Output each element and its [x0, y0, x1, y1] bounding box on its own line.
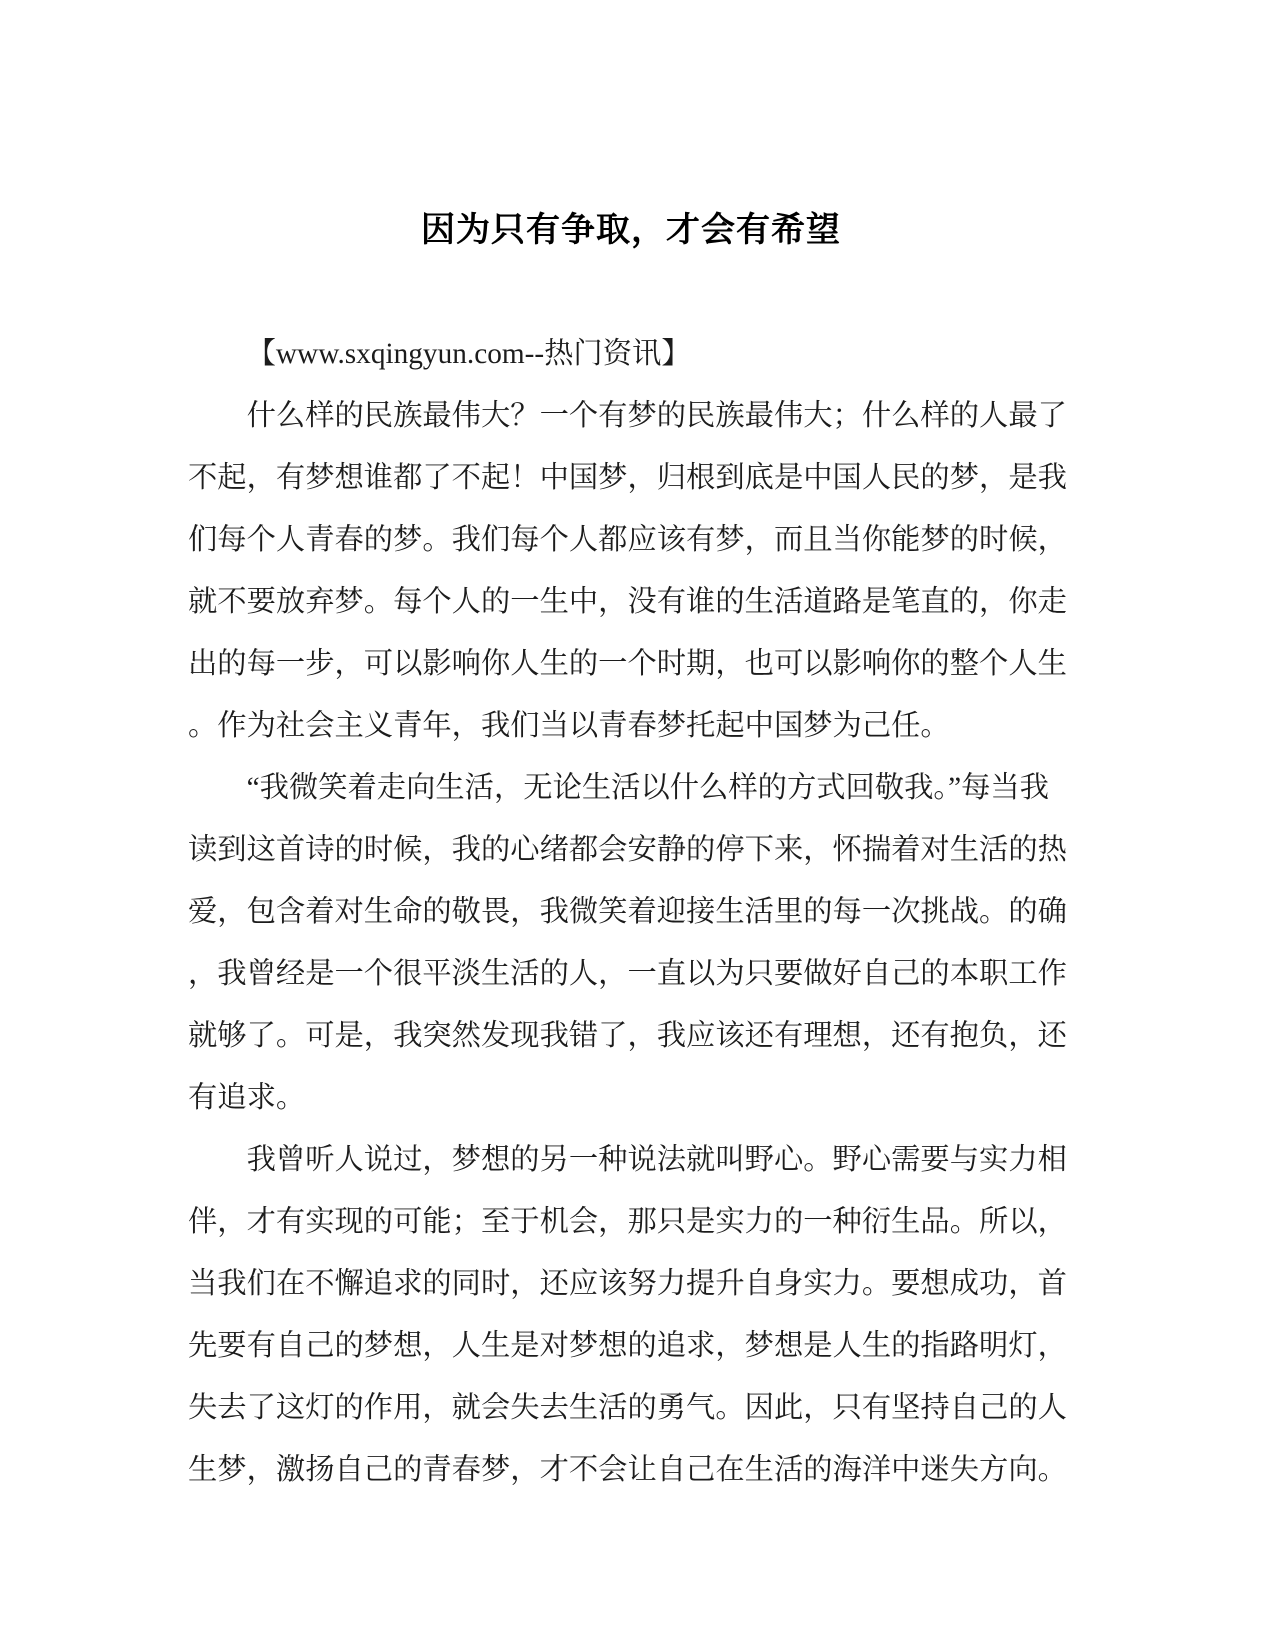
text-line: 就不要放弃梦。每个人的一生中，没有谁的生活道路是笔直的，你走: [188, 586, 1067, 618]
blank-line: [188, 261, 1074, 323]
paragraph-2: [188, 757, 1074, 1129]
text-line: 什么样的民族最伟大？一个有梦的民族最伟大；什么样的人最了: [246, 400, 1067, 432]
text-line: 。作为社会主义青年，我们当以青春梦托起中国梦为己任。: [188, 710, 950, 742]
text-line: 们每个人青春的梦。我们每个人都应该有梦，而且当你能梦的时候，: [188, 524, 1067, 556]
text-line: ，我曾经是一个很平淡生活的人，一直以为只要做好自己的本职工作: [188, 958, 1067, 990]
text-line: “我微笑着走向生活，无论生活以什么样的方式回敬我。”每当我: [246, 772, 1049, 804]
text-line: 伴，才有实现的可能；至于机会，那只是实力的一种衍生品。所以，: [188, 1206, 1067, 1238]
paragraph-3: [188, 1129, 1074, 1501]
text-line: 当我们在不懈追求的同时，还应该努力提升自身实力。要想成功，首: [188, 1268, 1067, 1300]
document-title: 因为只有争取，才会有希望: [421, 211, 841, 249]
text-line: 读到这首诗的时候，我的心绪都会安静的停下来，怀揣着对生活的热: [188, 834, 1067, 866]
text-line: 有追求。: [188, 1082, 306, 1114]
text-line: 就够了。可是，我突然发现我错了，我应该还有理想，还有抱负，还: [188, 1020, 1067, 1052]
text-line: 先要有自己的梦想，人生是对梦想的追求，梦想是人生的指路明灯，: [188, 1330, 1067, 1362]
text-line: 我曾听人说过，梦想的另一种说法就叫野心。野心需要与实力相: [246, 1144, 1067, 1176]
document-content: [188, 199, 1074, 1501]
paragraph-1: [188, 385, 1074, 757]
source-info-line: 【www.sxqingyun.com--热门资讯】: [246, 338, 691, 370]
text-line: 出的每一步，可以影响你人生的一个时期，也可以影响你的整个人生: [188, 648, 1067, 680]
text-line: 爱，包含着对生命的敬畏，我微笑着迎接生活里的每一次挑战。的确: [188, 896, 1067, 928]
text-line: 不起，有梦想谁都了不起！中国梦，归根到底是中国人民的梦，是我: [188, 462, 1067, 494]
text-line: 生梦，激扬自己的青春梦，才不会让自己在生活的海洋中迷失方向。: [188, 1454, 1067, 1486]
text-line: 失去了这灯的作用，就会失去生活的勇气。因此，只有坚持自己的人: [188, 1392, 1067, 1424]
